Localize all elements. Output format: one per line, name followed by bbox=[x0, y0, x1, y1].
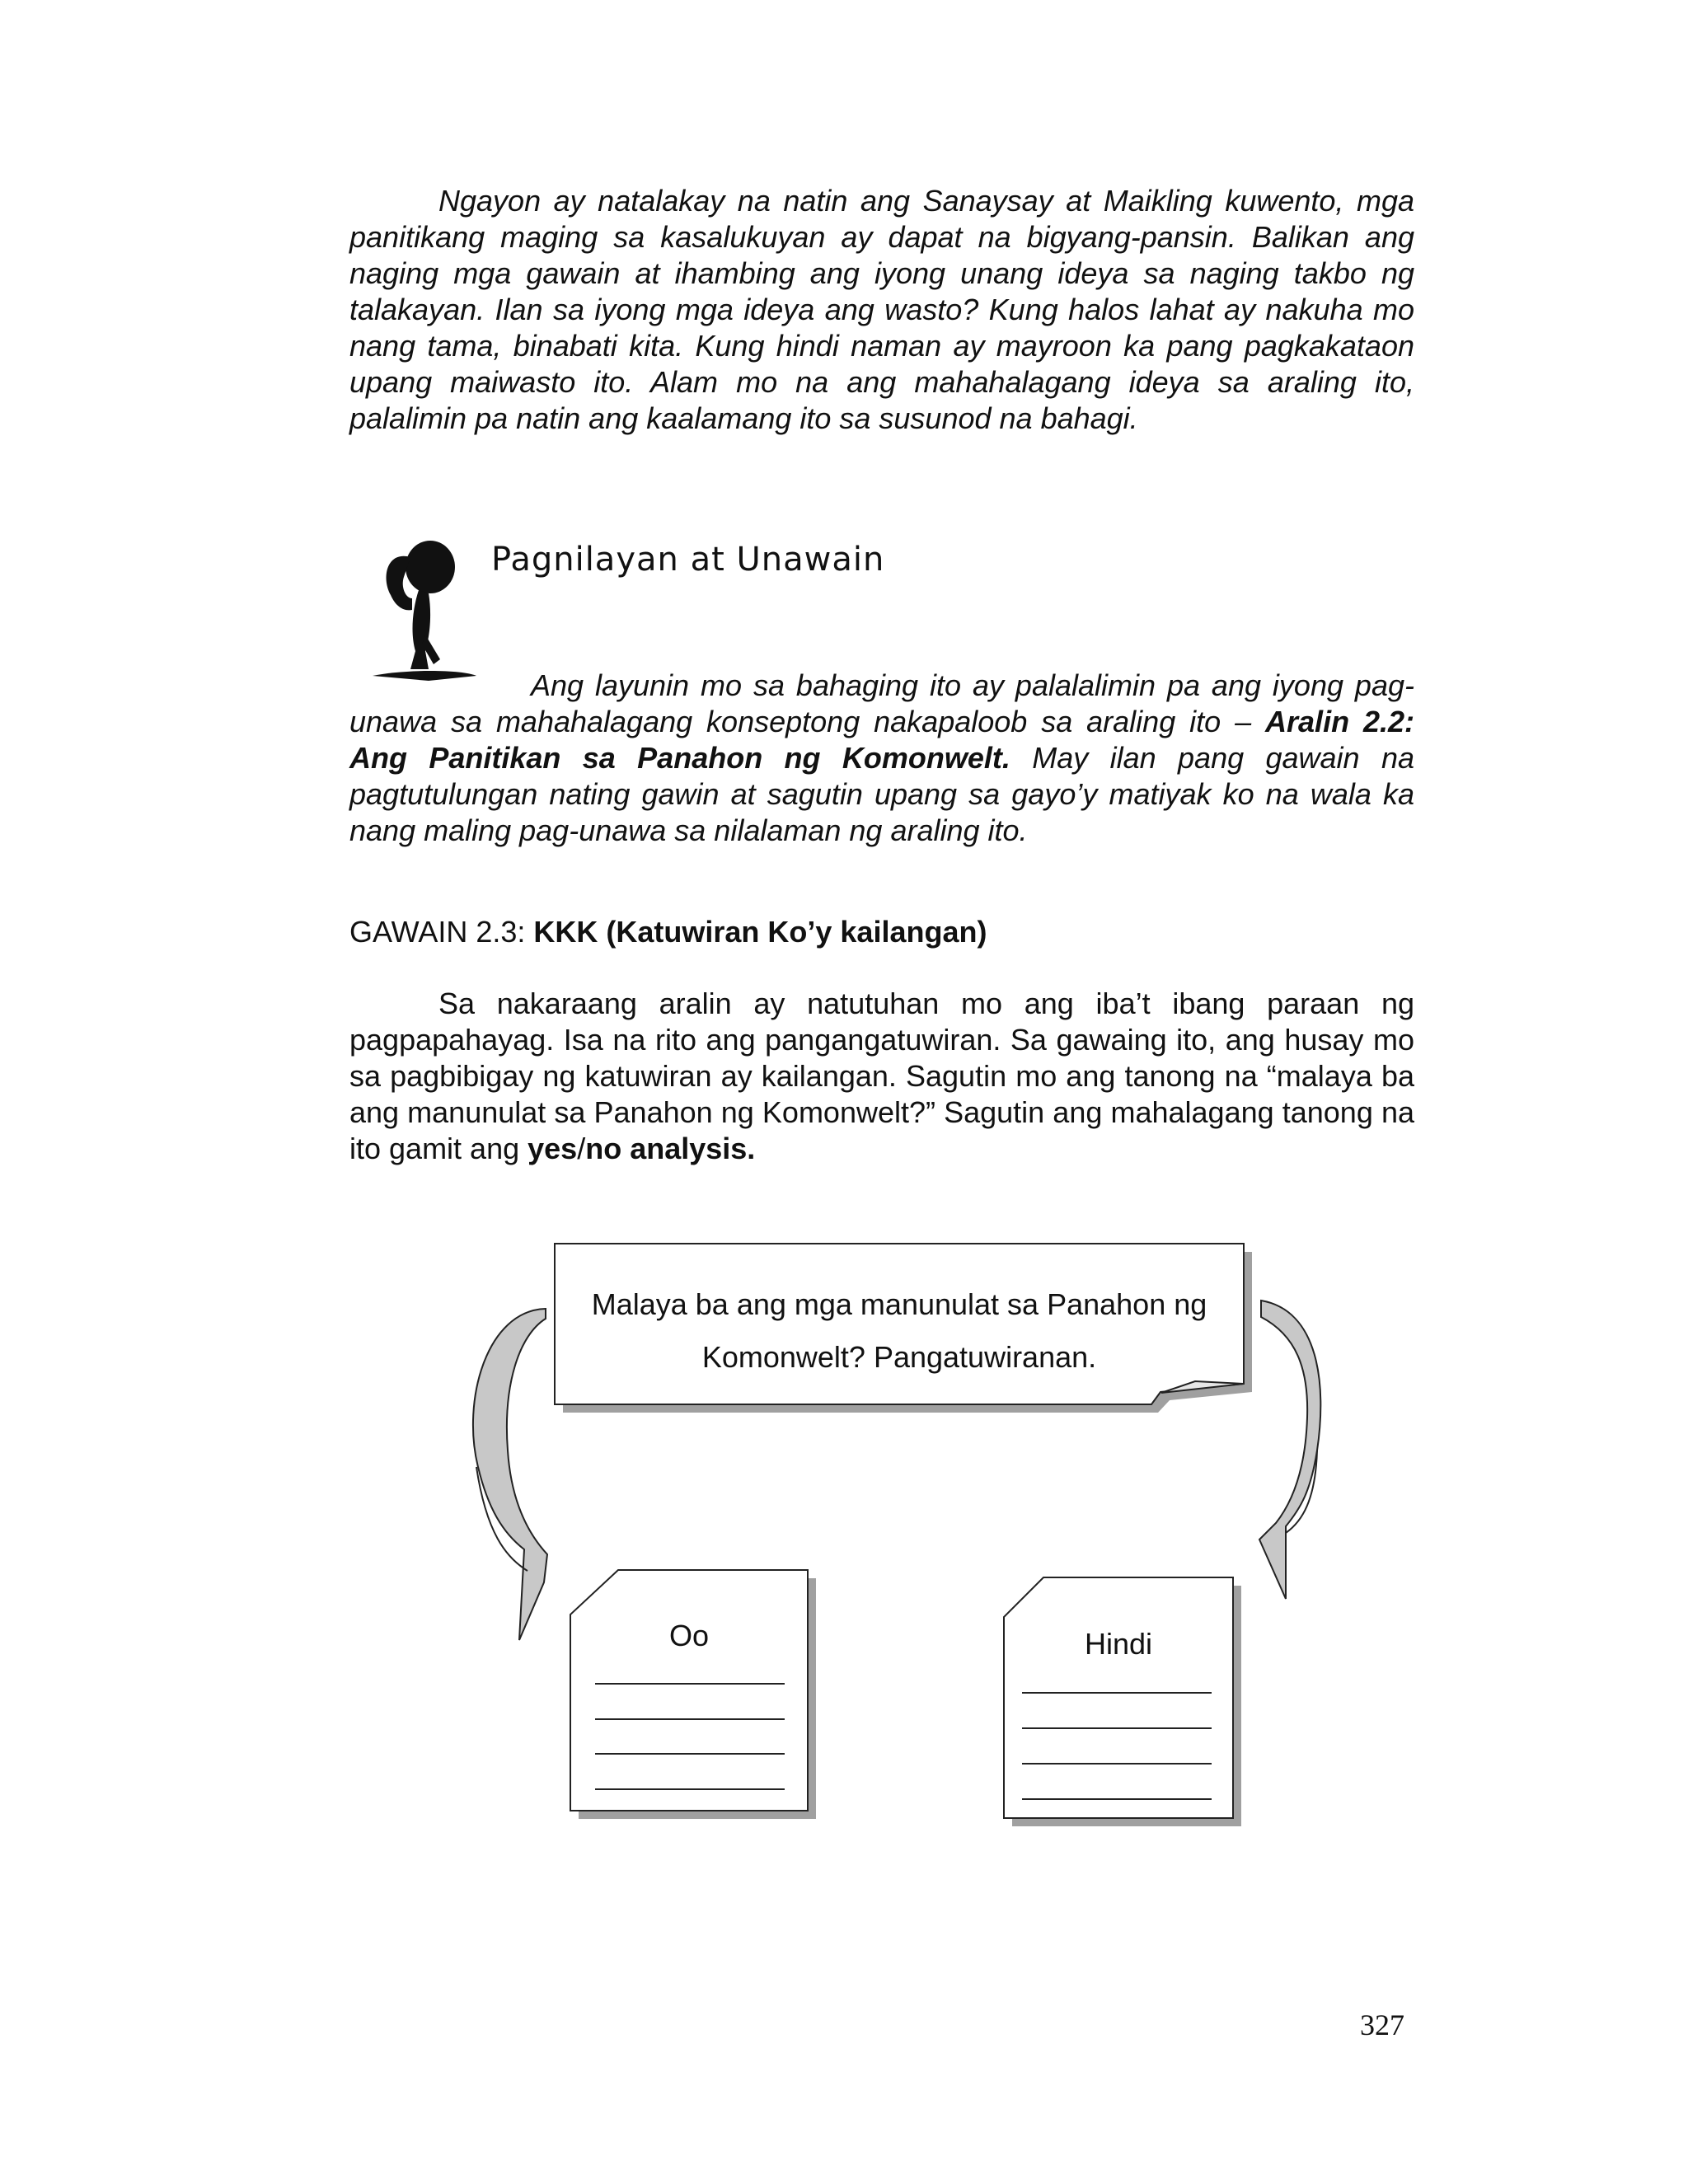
yes-label: yes bbox=[528, 1132, 578, 1165]
thinking-person-icon bbox=[373, 541, 476, 681]
gawain-title: KKK (Katuwiran Ko’y kailangan) bbox=[533, 915, 987, 949]
hindi-label: Hindi bbox=[1084, 1627, 1153, 1661]
gawain-paragraph bbox=[349, 986, 1414, 1167]
section-paragraph bbox=[349, 668, 1414, 849]
gawain-body: Sa nakaraang aralin ay natutuhan mo ang iba’t ibang paraan ng pagpapahayag. Isa na rito ang pangangatuwiran. Sa gawaing ito, ang husay mo sa pagbibigay ng katuwiran ay kailangan. Sagutin mo ang tanong na “malaya ba ang manunulat sa Panahon ng Komonwelt?” Sagutin ang mahalagang tanong na ito gamit ang bbox=[349, 987, 1414, 1165]
section-body-end: May ilan pang gawain na pagtutulungan nating gawin at sagutin upang sa gayo’y matiyak ko na wala ka nang maling pag-unawa sa nilalaman ng araling ito. bbox=[349, 741, 1414, 847]
question-line-2: Komonwelt? Pangatuwiranan. bbox=[701, 1340, 1097, 1374]
gawain-label: GAWAIN 2.3: bbox=[349, 915, 534, 949]
left-curved-arrow bbox=[473, 1309, 547, 1640]
lesson-title: Aralin 2.2: Ang Panitikan sa Panahon ng Komonwelt. bbox=[349, 705, 1415, 775]
oo-label: Oo bbox=[668, 1619, 710, 1652]
page-number: 327 bbox=[1360, 2008, 1404, 2041]
section-title: Pagnilayan at Unawain bbox=[491, 541, 885, 579]
intro-paragraph: Ngayon ay natalakay na natin ang Sanaysay at Maikling kuwento, mga panitikang maging sa kasalukuyan ay dapat na bigyang-pansin. Balikan ang naging mga gawain at ihambing ang iyong unang ideya sa naging takbo ng talakayan. Ilan sa iyong mga ideya ang wasto? Kung halos lahat ay nakuha mo nang tama, binabati kita. Kung hindi naman ay mayroon ka pang pagkakataon upang maiwasto ito. Alam mo na ang mahahalagang ideya sa araling ito, palalimin pa natin ang kaalamang ito sa susunod na bahagi. bbox=[349, 184, 1414, 435]
hindi-answer-card bbox=[1004, 1577, 1241, 1826]
slash: / bbox=[577, 1132, 586, 1165]
right-curved-arrow bbox=[1259, 1301, 1320, 1599]
gawain-heading bbox=[349, 915, 987, 949]
question-box bbox=[555, 1244, 1252, 1413]
oo-answer-card bbox=[570, 1570, 816, 1819]
no-analysis-label: no analysis. bbox=[585, 1132, 756, 1165]
question-line-1: Malaya ba ang mga manunulat sa Panahon ng bbox=[591, 1287, 1207, 1321]
section-body-start: Ang layunin mo sa bahaging ito ay palalalimin pa ang iyong pag-unawa sa mahahalagang konseptong nakapaloob sa araling ito – bbox=[349, 668, 1414, 738]
